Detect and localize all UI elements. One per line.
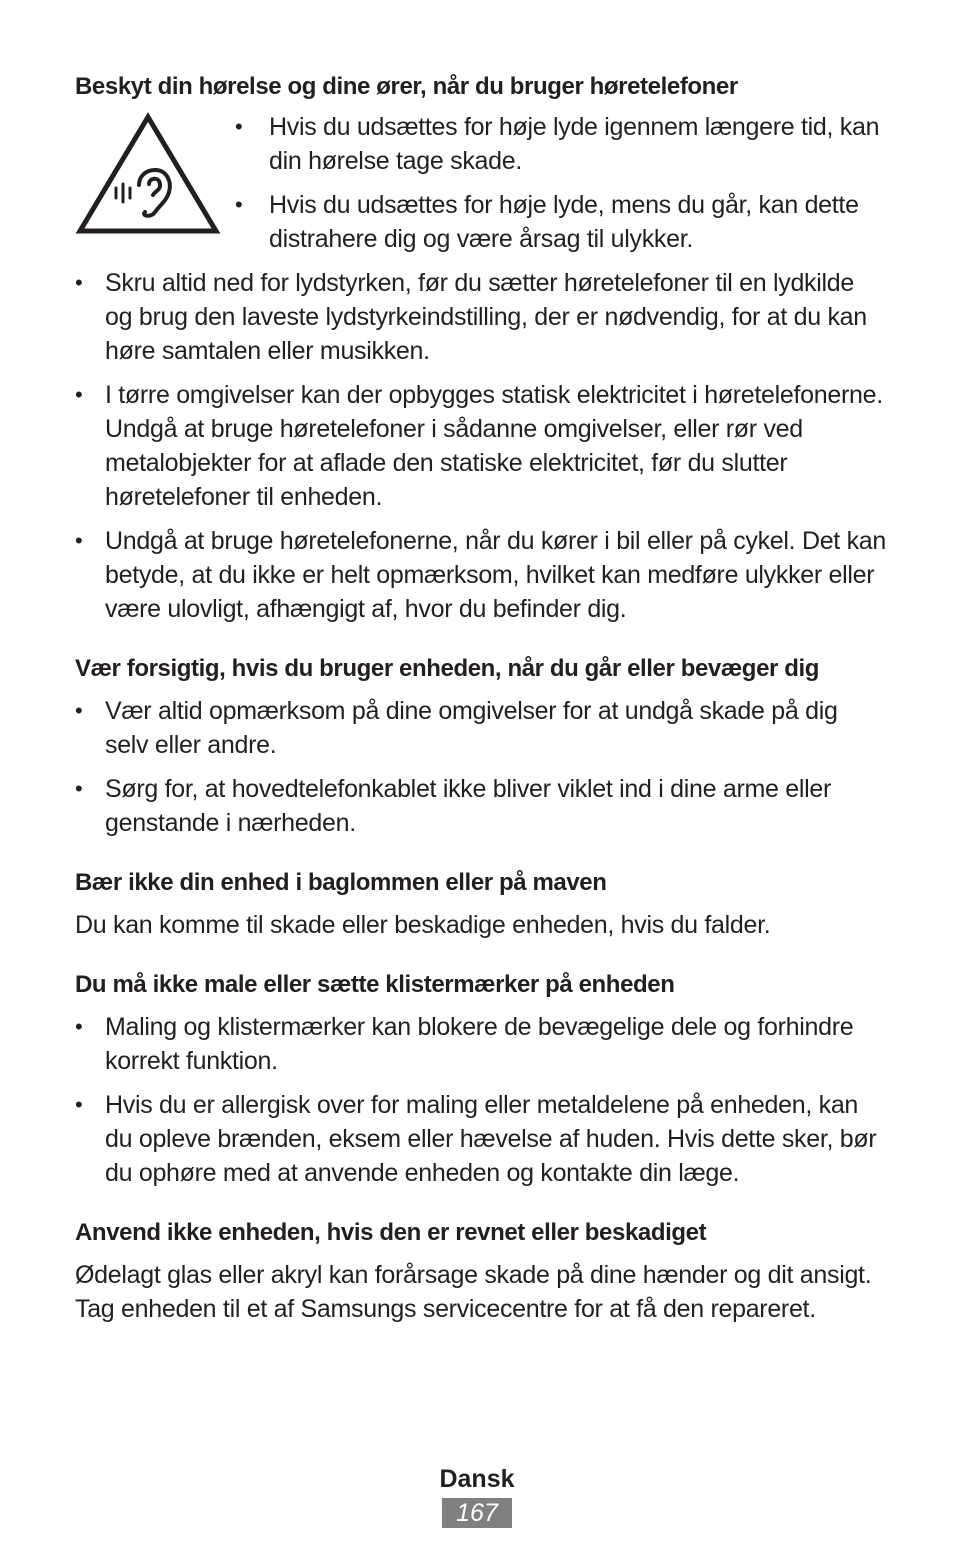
list-item [75,266,887,368]
section-heading: Anvend ikke enheden, hvis den er revnet eller beskadiget [75,1219,707,1246]
section-text: Ødelagt glas eller akryl kan forårsage skade på dine hænder og dit ansigt. Tag enheden til et af Samsungs servicecentre for at få den repareret. [75,1261,872,1323]
bullet-glyph: • [75,776,83,801]
list-item [75,378,887,514]
section-bullets [75,1010,887,1190]
list-item [235,110,887,178]
section-paint [75,968,887,1190]
list-item [235,188,887,256]
bullet-glyph: • [75,382,83,407]
section-heading: Du må ikke male eller sætte klistermærker på enheden [75,971,675,998]
page-footer [0,1462,954,1528]
section-bullets [75,694,887,840]
bullet-glyph: • [75,698,83,723]
section-heading: Bær ikke din enhed i baglommen eller på maven [75,869,607,896]
list-item [75,1010,887,1078]
list-item-text: Maling og klistermærker kan blokere de bevægelige dele og forhindre korrekt funktion. [105,1013,854,1075]
list-item-text: Hvis du udsættes for høje lyde igennem længere tid, kan din hørelse tage skade. [269,113,880,175]
list-item-text: Sørg for, at hovedtelefonkablet ikke bliver viklet ind i dine arme eller genstande i nærheden. [105,775,831,837]
list-item [75,1088,887,1190]
section-heading: Vær forsigtig, hvis du bruger enheden, når du går eller bevæger dig [75,655,820,682]
bullet-glyph: • [235,114,243,139]
hearing-warning-icon [75,112,225,241]
section-walking [75,652,887,840]
list-item-text: I tørre omgivelser kan der opbygges statisk elektricitet i høretelefonerne. Undgå at bruge høretelefoner i sådanne omgivelser, eller rør ved metalobjekter for at aflade den statiske elektricitet, før du slutter høretelefoner til enheden. [105,381,883,511]
list-item-text: Hvis du udsættes for høje lyde, mens du går, kan dette distrahere dig og være årsag til ulykker. [269,191,859,253]
bullet-glyph: • [235,192,243,217]
list-item [75,772,887,840]
section-pocket [75,866,887,942]
list-item-text: Skru altid ned for lydstyrken, før du sætter høretelefoner til en lydkilde og brug den laveste lydstyrkeindstilling, der er nødvendig, for at du kan høre samtalen eller musikken. [105,269,867,365]
section-hearing [75,70,887,626]
list-item-text: Undgå at bruge høretelefonerne, når du kører i bil eller på cykel. Det kan betyde, at du ikke er helt opmærksom, hvilket kan medføre ulykker eller være ulovligt, afhængigt af, hvor du befinder dig. [105,527,886,623]
list-item [75,524,887,626]
list-item-text: Hvis du er allergisk over for maling eller metaldelene på enheden, kan du opleve brænden, eksem eller hævelse af huden. Hvis dette sker, bør du ophøre med at anvende enheden og kontakte din læge. [105,1091,877,1187]
bullet-glyph: • [75,1014,83,1039]
bullet-glyph: • [75,528,83,553]
section-text: Du kan komme til skade eller beskadige enheden, hvis du falder. [75,911,771,939]
warning-block [75,110,887,266]
bullet-glyph: • [75,1092,83,1117]
page-number: 167 [442,1498,512,1528]
footer-language: Dansk [439,1465,515,1493]
section-bullets [75,266,887,626]
list-item-text: Vær altid opmærksom på dine omgivelser for at undgå skade på dig selv eller andre. [105,697,838,759]
bullet-glyph: • [75,270,83,295]
warning-bullets [235,110,887,266]
page-content [75,70,887,1326]
section-heading: Beskyt din hørelse og dine ører, når du bruger høretelefoner [75,73,738,100]
list-item [75,694,887,762]
section-cracked [75,1216,887,1326]
